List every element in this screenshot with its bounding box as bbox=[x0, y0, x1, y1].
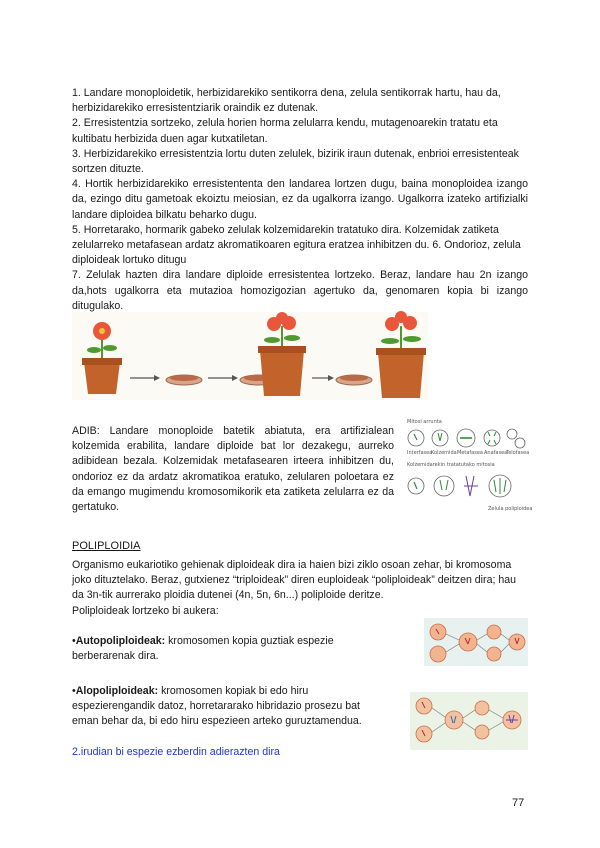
plant-diagram bbox=[72, 312, 428, 400]
petri-dish-icon bbox=[336, 375, 372, 385]
mitosis-bottom-note: Zelula poliploidea bbox=[488, 506, 533, 512]
step-4: 4. Hortik herbizidarekiko erresistententa den landarea lortzen dugu, baina monoploidea izango da, ezingo ditu gametoak ekoiztu meiosian, ez da ugalkorra izango. Ugalkorra izateko artifizialki landare diploidea bilkatu beharko dugu. bbox=[72, 178, 528, 221]
bullet-autopoliploideak bbox=[72, 634, 372, 664]
autopolyploidy-diagram bbox=[424, 618, 528, 666]
page-number: 77 bbox=[512, 797, 525, 809]
figure-2-note: 2.irudian bi espezie ezberdin adierazten dira bbox=[72, 746, 280, 758]
bullet-icon: • bbox=[72, 635, 76, 647]
alopoliploideak-term: Alopoliploideak: bbox=[75, 685, 159, 697]
poliploidia-intro-text: Organismo eukariotiko gehienak diploideak dira ia haien bizi ziklo osoan zehar, bi kromosoma joko dituztelako. Beraz, gutxienez “triploideak” diren euploideak “poliploideak” deitzen dira; hau da 3n-tik aurrerako ploidia dutenei (4n, 5n, 6n...) poliploide deritze. bbox=[72, 559, 517, 602]
adib-paragraph: ADIB: Landare monoploide batetik abiatuta, era artifizialean kolzemida erabilita, landare diploide bat lor dezakegu, aurreko adibidean bezala. Kolzemidak metafasearen irteera inhibitzen du, ondorioz ez da ardatz akromatikoa eratuko, zelularen poloetara ez da emango mugimendu kromosomikorik eta zatiketa zelularra ez da gertatuko. bbox=[72, 425, 394, 514]
poliploidia-two-ways: Poliploideak lortzeko bi aukera: bbox=[72, 604, 219, 617]
step-1: 1. Landare monoploidetik, herbizidarekiko sentikorra dena, zelula sentikorrak hartu, hau da, herbizidarekiko erresistentziarik oraindik ez dutenak. bbox=[72, 87, 501, 115]
mitosis-label-kolzemida: Kolzemida bbox=[431, 450, 457, 456]
mitosis-label-anafasea: Anafasea bbox=[484, 450, 508, 456]
autopoliploideak-term: Autopoliploideak: bbox=[75, 635, 166, 647]
mitosis-diagram bbox=[404, 416, 533, 526]
step-5: 5. Horretarako, hormarik gabeko zelulak kolzemidarekin tratatuko dira. Kolzemidak zatiketa zelularreko metafasean ardatz akromatikoaren egitura eratzea inhibitzen du. 6. Ondorioz, zelula diploideak lortuko ditugu bbox=[72, 223, 521, 267]
autopoliploideak-text: kromosomen kopia guztiak espezie berberarenak dira. bbox=[72, 635, 334, 663]
numbered-steps bbox=[72, 86, 528, 314]
step-6: 7. Zelulak hazten dira landare diploide erresistentea lortzeko. Beraz, landare hau 2n izango da,hots ugalkorra eta mutazioa homozigozian agertuko da, genomaren kopia bi izango ditugulako. bbox=[72, 269, 528, 312]
bullet-icon: • bbox=[72, 685, 76, 697]
step-2: 2. Erresistentzia sortzeko, zelula horien horma zelularra kendu, mutagenoarekin tratatu eta kultibatu herbizida duen agar kutxatiletan. bbox=[72, 117, 498, 145]
poliploidia-intro bbox=[72, 558, 522, 619]
mitosis-label-interfasea: Interfasea bbox=[407, 450, 433, 456]
autopolyploidy-illustration bbox=[424, 618, 528, 666]
allopolyploidy-illustration bbox=[410, 692, 528, 750]
step-3: 3. Herbizidarekiko erresistentzia lortu duten zelulek, bizirik iraun dutenak, enbrioi erresistenteak sortzen dituzte. bbox=[72, 147, 519, 176]
mitosis-label-telofasea: Telofasea bbox=[506, 450, 530, 456]
poliploidia-heading: POLIPLOIDIA bbox=[72, 540, 141, 552]
allopolyploidy-diagram bbox=[410, 692, 528, 750]
bullet-alopoliploideak bbox=[72, 684, 372, 730]
mitosis-top-title: Mitosi arrunta bbox=[407, 419, 442, 425]
petri-dish-icon bbox=[166, 375, 202, 385]
mitosis-label-metafasea: Metafasea bbox=[457, 450, 483, 456]
plant-diagram-illustration bbox=[72, 312, 428, 400]
mitosis-bottom-title: Kolzemidarekin tratatutako mitosia bbox=[407, 462, 495, 468]
mitosis-illustration bbox=[404, 416, 533, 526]
alopoliploideak-text: kromosomen kopiak bi edo hiru espezierengandik datoz, horretararako hibridazio prosezu bat eman behar da, bi edo hiru espezieen arteko guruztamendua. bbox=[72, 685, 362, 728]
